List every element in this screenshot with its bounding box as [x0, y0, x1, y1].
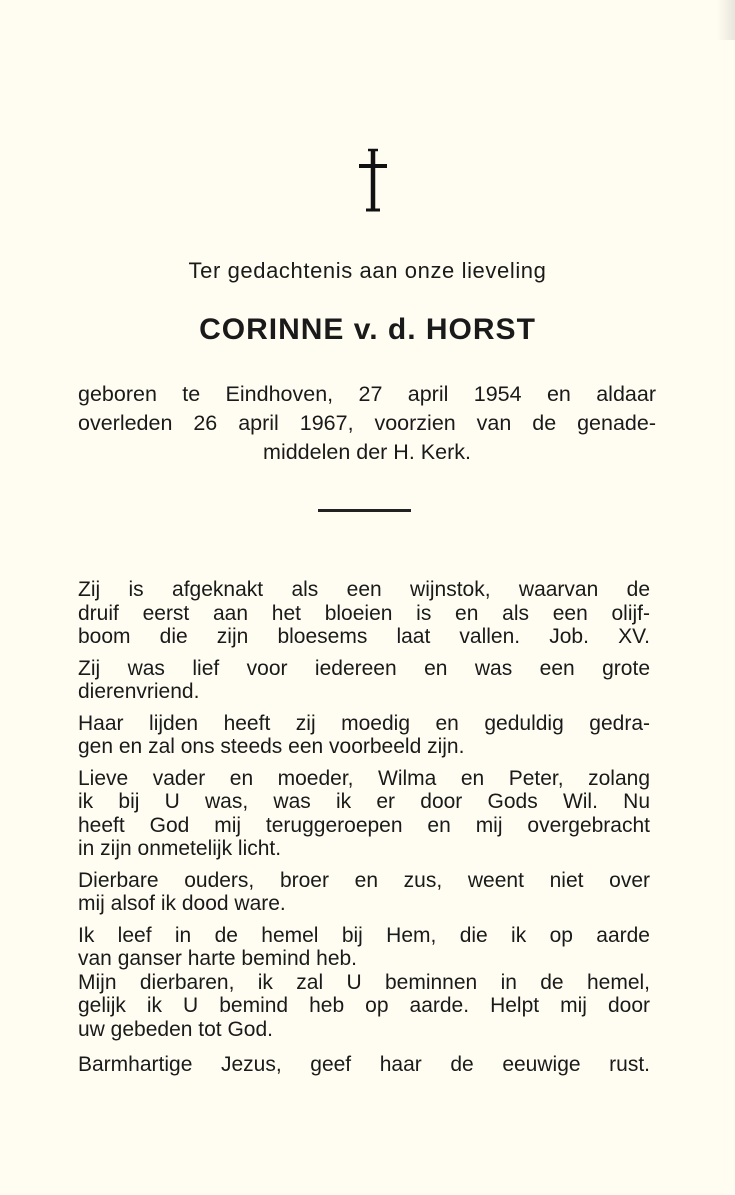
verse-line: gelijk ik U bemind heb op aarde. Helpt mij door: [78, 994, 650, 1017]
verse-paragraph: [78, 924, 650, 971]
cross-icon: [355, 148, 391, 212]
verse-paragraph: [78, 657, 650, 704]
verse-line: gen en zal ons steeds een voorbeeld zijn.: [78, 735, 465, 758]
verse-line: Mijn dierbaren, ik zal U beminnen in de hemel,: [78, 970, 650, 994]
verse-line: Haar lijden heeft zij moedig en geduldig gedra-: [78, 711, 650, 735]
verse-line: van ganser harte bemind heb.: [78, 947, 358, 970]
verse-line: mij alsof ik dood ware.: [78, 892, 286, 915]
memorial-text: [78, 578, 650, 1049]
verse-line: Ik leef in de hemel bij Hem, die ik op aarde: [78, 923, 650, 947]
verse-line: boom die zijn bloesems laat vallen. Job. XV.: [78, 625, 650, 648]
verse-line: ik bij U was, was ik er door Gods Wil. Nu: [78, 790, 650, 813]
verse-line: uw gebeden tot God.: [78, 1017, 273, 1041]
closing-prayer: Barmhartige Jezus, geef haar de eeuwige rust.: [78, 1053, 650, 1076]
verse-paragraph: [78, 767, 650, 861]
dates-line: overleden 26 april 1967, voorzien van de genade-: [78, 411, 656, 435]
verse-line: Dierbare ouders, broer en zus, weent niet over: [78, 868, 650, 892]
verse-line: druif eerst aan het bloeien is en als een olijf-: [78, 601, 650, 625]
verse-line: in zijn onmetelijk licht.: [78, 837, 282, 860]
verse-paragraph: [78, 578, 650, 649]
verse-paragraph: [78, 971, 650, 1042]
card-edge-shadow: [717, 0, 735, 40]
verse-line: Zij is afgeknakt als een wijnstok, waarvan de: [78, 578, 650, 601]
dates-line: middelen der H. Kerk.: [263, 440, 471, 464]
dedication-intro: Ter gedachtenis aan onze lieveling: [188, 258, 547, 283]
verse-paragraph: [78, 712, 650, 759]
divider-rule: [318, 509, 411, 512]
birth-death-details: [78, 380, 656, 467]
verse-line: heeft God mij teruggeroepen en mij overgebracht: [78, 813, 650, 837]
dates-line: geboren te Eindhoven, 27 april 1954 en aldaar: [78, 382, 656, 406]
deceased-name: CORINNE v. d. HORST: [199, 313, 536, 346]
verse-line: Lieve vader en moeder, Wilma en Peter, zolang: [78, 766, 650, 790]
verse-line: Zij was lief voor iedereen en was een grote: [78, 656, 650, 680]
verse-paragraph: [78, 869, 650, 916]
verse-line: dierenvriend.: [78, 680, 200, 703]
